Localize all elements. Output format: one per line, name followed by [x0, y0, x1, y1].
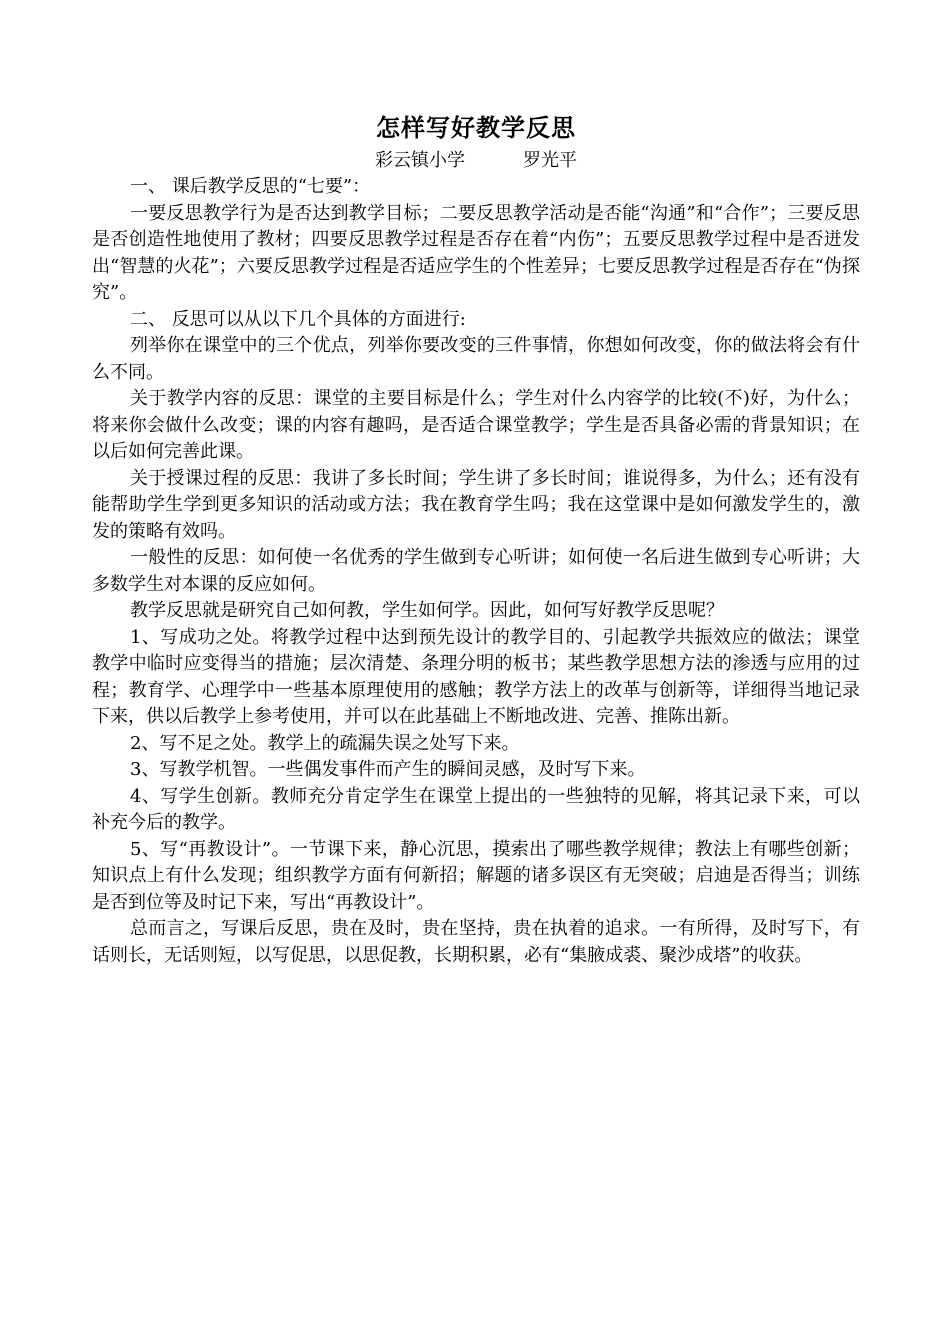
- paragraph-point-4: 4、写学生创新。教师充分肯定学生在课堂上提出的一些独特的见解，将其记录下来，可以补充今后的教学。: [92, 785, 860, 833]
- paragraph-section-1-heading: 一、 课后教学反思的“七要”：: [130, 176, 371, 197]
- paragraph-point-3: 3、写教学机智。一些偶发事件而产生的瞬间灵感，及时写下来。: [130, 759, 646, 780]
- paragraph-list-strengths: 列举你在课堂中的三个优点，列举你要改变的三件事情，你想如何改变，你的做法将会有什么不同。: [92, 335, 860, 383]
- document-title: 怎样写好教学反思: [376, 114, 576, 142]
- paragraph-point-2: 2、写不足之处。教学上的疏漏失误之处写下来。: [130, 732, 520, 754]
- paragraph-point-5: 5、写“再教设计”。一节课下来，静心沉思，摸索出了哪些教学规律；教法上有哪些创新；知识点上有什么发现；组织教学方面有何新招；解题的诸多误区有无突破；启迪是否得当；训练是否到位等及时记下来，写出“再教设计”。: [92, 838, 860, 913]
- paragraph-conclusion: 总而言之，写课后反思，贵在及时，贵在坚持，贵在执着的追求。一有所得，及时写下，有话则长，无话则短，以写促思，以思促教，长期积累，必有“集腋成裘、聚沙成塔”的收获。: [92, 918, 860, 966]
- paragraph-seven-requirements: 一要反思教学行为是否达到教学目标；二要反思教学活动是否能“沟通”和“合作”；三要反思是否创造性地使用了教材；四要反思教学过程是否存在着“内伤”；五要反思教学过程中是否迸发出“智慧的火花”；六要反思教学过程是否适应学生的个性差异；七要反思教学过程是否存在“伪探究”。: [92, 202, 860, 303]
- paragraph-general-reflection: 一般性的反思：如何使一名优秀的学生做到专心听讲；如何使一名后进生做到专心听讲；大多数学生对本课的反应如何。: [92, 547, 860, 595]
- paragraph-content-reflection: 关于教学内容的反思：课堂的主要目标是什么；学生对什么内容学的比较(不)好，为什么；将来你会做什么改变；课的内容有趣吗，是否适合课堂教学；学生是否具备必需的背景知识；在以后如何完善此课。: [92, 388, 860, 462]
- paragraph-process-reflection: 关于授课过程的反思：我讲了多长时间；学生讲了多长时间；谁说得多，为什么；还有没有能帮助学生学到更多知识的活动或方法；我在教育学生吗；我在这堂课中是如何激发学生的，激发的策略有效吗。: [92, 467, 860, 542]
- paragraph-section-2-heading: 二、 反思可以从以下几个具体的方面进行:: [130, 308, 466, 330]
- school-name: 彩云镇小学: [375, 150, 465, 171]
- document-page: [92, 112, 860, 969]
- author-name: 罗光平: [523, 150, 577, 171]
- paragraph-question: 教学反思就是研究自己如何教，学生如何学。因此，如何写好教学反思呢？: [130, 600, 724, 621]
- byline: [92, 148, 860, 174]
- paragraph-point-1: 1、写成功之处。将教学过程中达到预先设计的教学目的、引起教学共振效应的做法；课堂教学中临时应变得当的措施；层次清楚、条理分明的板书；某些教学思想方法的渗透与应用的过程；教育学、心理学中一些基本原理使用的感触；教学方法上的改革与创新等，详细得当地记录下来，供以后教学上参考使用，并可以在此基础上不断地改进、完善、推陈出新。: [92, 626, 860, 727]
